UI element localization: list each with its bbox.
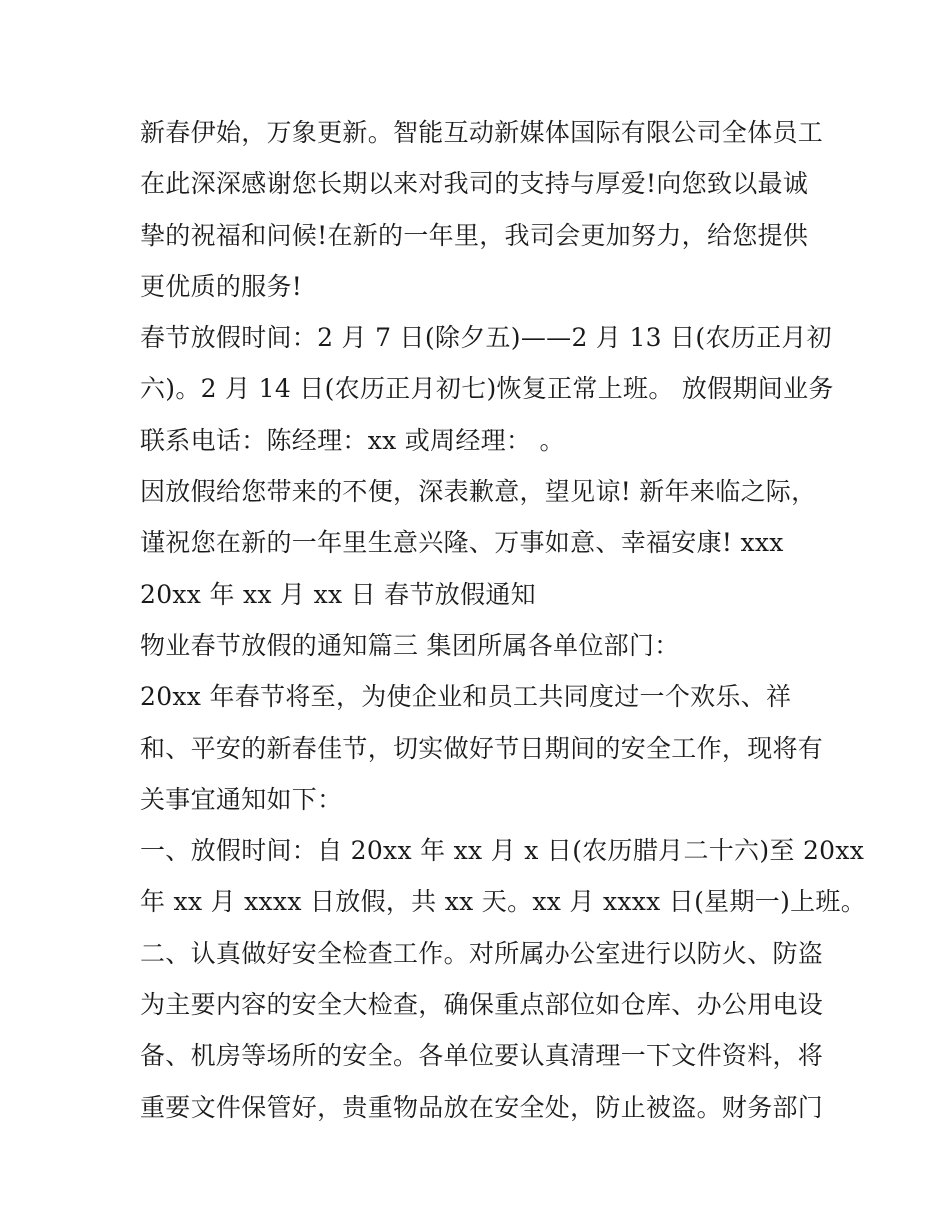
text-line: 为主要内容的安全大检查，确保重点部位如仓库、办公用电设 [140, 990, 824, 1020]
text-line: 20xx 年 xx 月 xx 日 春节放假通知 [140, 579, 536, 609]
text-line: 二、认真做好安全检查工作。对所属办公室进行以防火、防盗 [140, 938, 824, 968]
text-line: 年 xx 月 xxxx 日放假，共 xx 天。xx 月 xxxx 日(星期一)上班。 [140, 887, 867, 917]
text-line: 挚的祝福和问候!在新的一年里，我司会更加努力，给您提供 [140, 220, 809, 250]
text-line: 重要文件保管好，贵重物品放在安全处，防止被盗。财务部门 [140, 1092, 824, 1122]
text-line: 谨祝您在新的一年里生意兴隆、万事如意、幸福安康! xxx [140, 528, 784, 558]
text-line: 更优质的服务! [140, 271, 303, 301]
text-line: 20xx 年春节将至，为使企业和员工共同度过一个欢乐、祥 [140, 682, 792, 712]
text-line: 一、放假时间：自 20xx 年 xx 月 x 日(农历腊月二十六)至 20xx [140, 836, 865, 866]
text-line: 备、机房等场所的安全。各单位要认真清理一下文件资料，将 [140, 1041, 824, 1071]
text-line: 六)。2 月 14 日(农历正月初七)恢复正常上班。 放假期间业务 [140, 374, 834, 404]
text-line: 和、平安的新春佳节，切实做好节日期间的安全工作，现将有 [140, 733, 824, 763]
text-line: 物业春节放假的通知篇三 集团所属各单位部门： [140, 630, 680, 660]
text-line: 联系电话：陈经理：xx 或周经理： 。 [140, 425, 565, 455]
document-body [140, 107, 867, 1133]
text-line: 因放假给您带来的不便，深表歉意，望见谅! 新年来临之际， [140, 477, 817, 507]
text-line: 新春伊始，万象更新。智能互动新媒体国际有限公司全体员工 [140, 118, 824, 147]
text-line: 在此深深感谢您长期以来对我司的支持与厚爱!向您致以最诚 [140, 169, 809, 199]
text-line: 关事宜通知如下： [140, 784, 343, 814]
text-line: 春节放假时间：2 月 7 日(除夕五)——2 月 13 日(农历正月初 [140, 323, 832, 353]
